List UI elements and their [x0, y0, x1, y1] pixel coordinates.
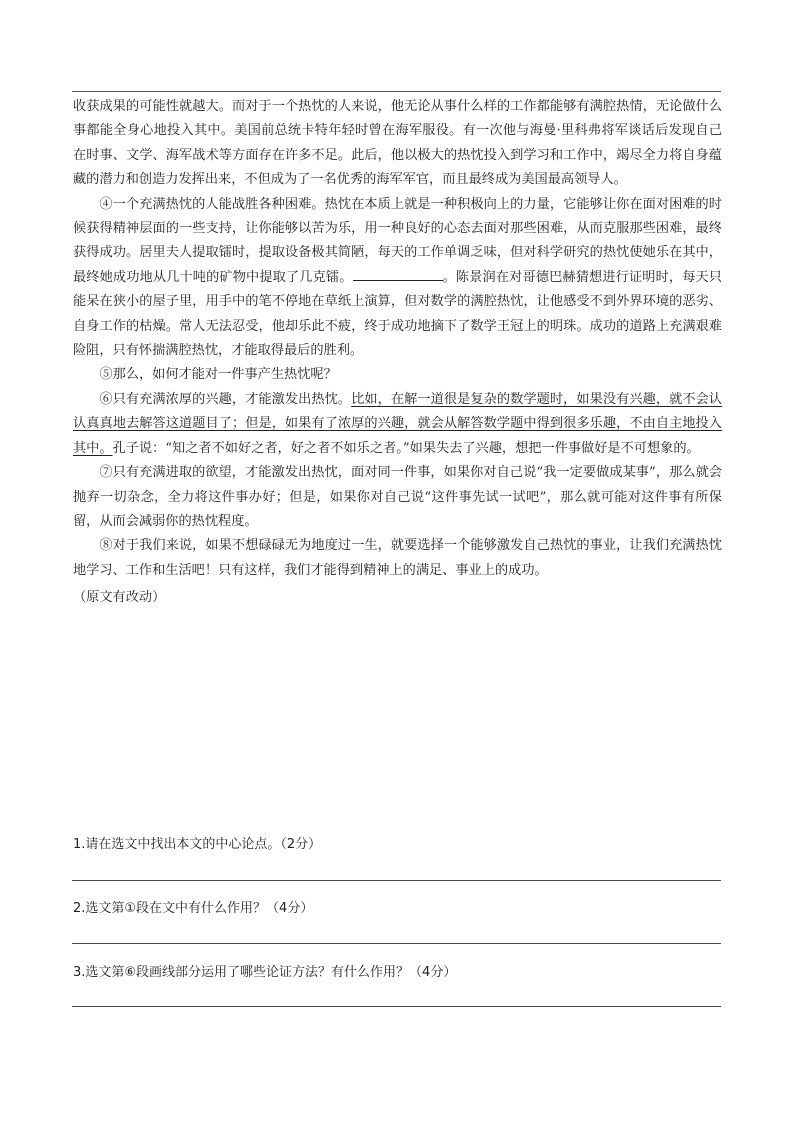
- answer-line-2[interactable]: [72, 943, 721, 944]
- paragraph-text: ⑧对于我们来说，如果不想碌碌无为地度过一生，就要选择一个能够激发自己热忱的事业，让我们充满热忱地学习、工作和生活吧！只有这样，我们才能得到精神上的满足、事业上的成功。: [73, 538, 722, 578]
- paragraph-text: ⑤那么，如何才能对一件事产生热忱呢？: [99, 367, 337, 383]
- paragraph-text: ④一个充满热忱的人能战胜各种困难。热忱在本质上就是一种积极向上的力量，它能够让你在面对困难的时候获得精神层面的一些支持，让你能够以苦为乐，用一种良好的心态去面对那些困难，从而克服那些困难，最终获得成功。居里夫人提取镭时，提取设备极其简陋，每天的工作单调乏味，但对科学研究的热忱使她乐在其中，最终她成功地从几十吨的矿物中提取了几克镭。: [73, 196, 722, 285]
- paragraph-text: 。陈景润在对哥德巴赫猜想进行证明时，每天只能呆在狭小的屋子里，用手中的笔不停地在草纸上演算，但对数学的满腔热忱，让他感受不到外界环境的恶劣、自身工作的枯燥。常人无法忍受，他却乐此不疲，终于成功地摘下了数学王冠上的明珠。成功的道路上充满艰难险阻，只有怀揣满腔热忱，才能取得最后的胜利。: [73, 269, 722, 359]
- question-3: 3.选文第⑥段画线部分运用了哪些论证方法？有什么作用？（4分）: [73, 965, 457, 980]
- paragraph-p4: [73, 193, 722, 364]
- answer-line-1[interactable]: [72, 880, 721, 881]
- paragraph-p6: [73, 388, 722, 461]
- question-2: 2.选文第①段在文中有什么作用？（4分）: [73, 901, 314, 916]
- question-1: 1.请在选文中找出本文的中心论点。（2分）: [73, 837, 322, 852]
- fill-in-blank: [353, 268, 443, 281]
- paragraph-cont: [73, 95, 722, 193]
- paragraph-p8: [73, 534, 722, 583]
- paragraph-text: 收获成果的可能性就越大。而对于一个热忱的人来说，他无论从事什么样的工作都能够有满腔热情，无论做什么事都能全身心地投入其中。美国前总统卡特年轻时曾在海军服役。有一次他与海曼·里科弗将军谈话后发现自己在时事、文学、海军战术等方面存在许多不足。此后，他以极大的热忱投入到学习和工作中，竭尽全力将自身蕴藏的潜力和创造力发挥出来，不但成为了一名优秀的海军军官，而且最终成为美国最高领导人。: [73, 99, 722, 188]
- source-note: （原文有改动）: [73, 590, 166, 606]
- paragraph-text: ⑥只有充满浓厚的兴趣，才能激发出热忱。: [99, 391, 352, 407]
- essay-body: [73, 95, 722, 611]
- top-rule: [72, 91, 721, 92]
- paragraph-text: ⑦只有充满进取的欲望，才能激发出热忱，面对同一件事，如果你对自己说“我一定要做成某事”，那么就会抛弃一切杂念，全力将这件事办好；但是，如果你对自己说“这件事先试一试吧”，那么就可能对这件事有所保留，从而会减弱你的热忱程度。: [73, 465, 722, 529]
- answer-line-3[interactable]: [72, 1006, 721, 1007]
- underlined-text: 比如，在解一道很是复杂的数学题时，如果没有兴趣，就不会认认真真地去解答这道题目了；但是，如果有了浓厚的兴趣，就会从解答数学题中得到很多乐趣，不由自主地投入其中。: [73, 391, 722, 456]
- paragraph-p7: [73, 461, 722, 534]
- paragraph-text: 孔子说：“知之者不如好之者，好之者不如乐之者。”如果失去了兴趣，想把一件事做好是不可想象的。: [112, 440, 700, 456]
- paragraph-p5: [73, 363, 722, 387]
